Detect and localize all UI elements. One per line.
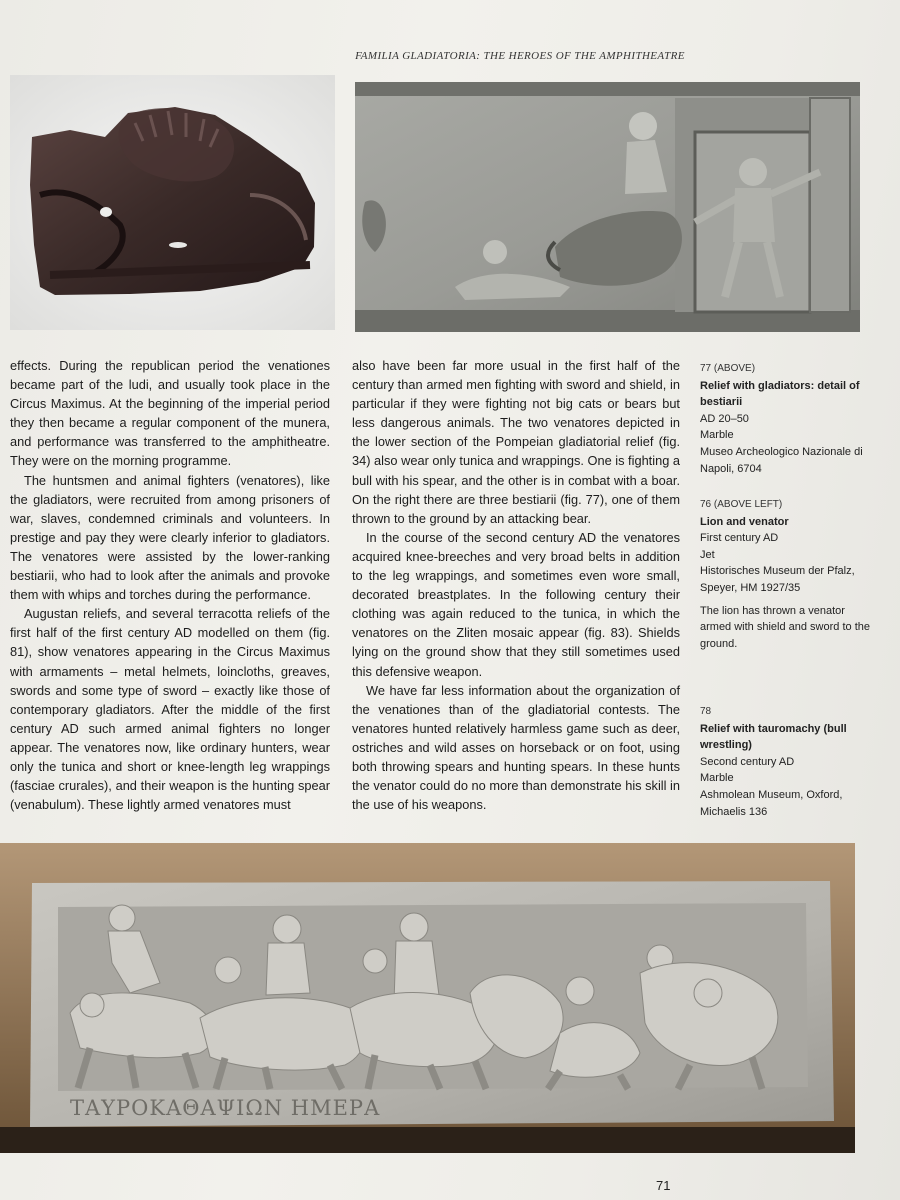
- figure-76-lion-and-venator-photo: [10, 75, 335, 330]
- caption-material: Marble: [700, 429, 734, 442]
- caption-number: 78: [700, 706, 712, 717]
- caption-date: AD 20–50: [700, 412, 749, 425]
- caption-title: Relief with tauromachy (bull wrestling): [700, 722, 847, 752]
- caption-figure-78: [700, 704, 870, 820]
- body-text-column-2: [352, 356, 680, 814]
- running-header: FAMILIA GLADIATORIA: THE HEROES OF THE AMPHITHEATRE: [355, 50, 685, 62]
- paragraph: effects. During the republican period the venationes became part of the ludi, and usually took place in the Circus Maximus. At the beginning of the imperial period they then became a regular component of the munera, and performance was transferred to the amphitheatre. They were on the morning programme.: [10, 358, 330, 469]
- caption-location: Historisches Museum der Pfalz, Speyer, HM 1927/35: [700, 565, 855, 594]
- caption-material: Marble: [700, 772, 734, 785]
- page-number: 71: [656, 1178, 671, 1193]
- paragraph: In the course of the second century AD the venatores acquired knee-breeches and very broad belts in addition to the leg wrappings, and sometimes even wore small, decorated breastplates. In the following century their clothing was again reduced to the tunica, in which the venatores on the Zliten mosaic appear (fig. 83). Shields lying on the ground show that they still sometimes used this defensive weapon.: [352, 529, 680, 679]
- caption-date: Second century AD: [700, 755, 795, 768]
- caption-note: The lion has thrown a venator armed with shield and sword to the ground.: [700, 604, 870, 650]
- relief-inscription: ΤΑΥΡΟΚΑΘΑΨΙΩΝ ΗΜΕΡΑ: [70, 1096, 381, 1120]
- paragraph: Augustan reliefs, and several terracotta reliefs of the first half of the first century AD modelled on them (fig. 81), show venatores appearing in the Circus Maximus with armaments – metal helmets, loincloths, greaves, swords and some type of sword – exactly like those of contemporary gladiators. After the middle of the first century AD such armed animal fighters no longer appear. The venatores now, like ordinary hunters, wear only the tunica and short or knee-length leg wrappings (fasciae crurales), and their weapon is the hunting spear (venabulum). These lightly armed venatores must: [10, 606, 330, 813]
- caption-material: Jet: [700, 548, 715, 561]
- caption-location: Ashmolean Museum, Oxford, Michaelis 136: [700, 788, 843, 818]
- caption-figure-77: [700, 361, 870, 477]
- caption-figure-76: [700, 497, 870, 652]
- caption-date: First century AD: [700, 532, 779, 545]
- paragraph: We have far less information about the organization of the venationes than of the gladiatorial contests. The venatores hunted relatively harmless game such as deer, ostriches and wild asses on horseback or on foot, using both throwing spears and hunting spears. In these hunts the venator could do no more than demonstrate his skill in the use of his weapons.: [352, 682, 680, 813]
- caption-title: Lion and venator: [700, 515, 789, 528]
- paragraph: The huntsmen and animal fighters (venatores), like the gladiators, were recruited from among prisoners of war, slaves, condemned criminals and volunteers. In prestige and pay they were clearly inferior to gladiators. The venatores were assisted by the lower-ranking bestiarii, who had to look after the animals and provoke them with whips and torches during the performance.: [10, 472, 330, 603]
- caption-number: 76 (ABOVE LEFT): [700, 499, 783, 510]
- figure-77-bestiarii-relief-photo: [355, 82, 860, 332]
- caption-number: 77 (ABOVE): [700, 363, 756, 374]
- caption-title: Relief with gladiators: detail of bestiarii: [700, 379, 860, 409]
- figure-78-tauromachy-relief-photo: [0, 843, 855, 1153]
- body-text-column-1: [10, 356, 330, 814]
- paragraph: also have been far more usual in the first half of the century than armed men fighting with sword and shield, in particular if they were fighting not big cats or bears but less dangerous animals. The two venatores depicted in the lower section of the Pompeian gladiatorial relief (fig. 34) also wear only tunica and wrappings. One is fighting a bull with his spear, and the other is in combat with a boar. On the right there are three bestiarii (fig. 77), one of them thrown to the ground by an attacking bear.: [352, 358, 680, 526]
- caption-location: Museo Archeologico Nazionale di Napoli, 6704: [700, 445, 863, 475]
